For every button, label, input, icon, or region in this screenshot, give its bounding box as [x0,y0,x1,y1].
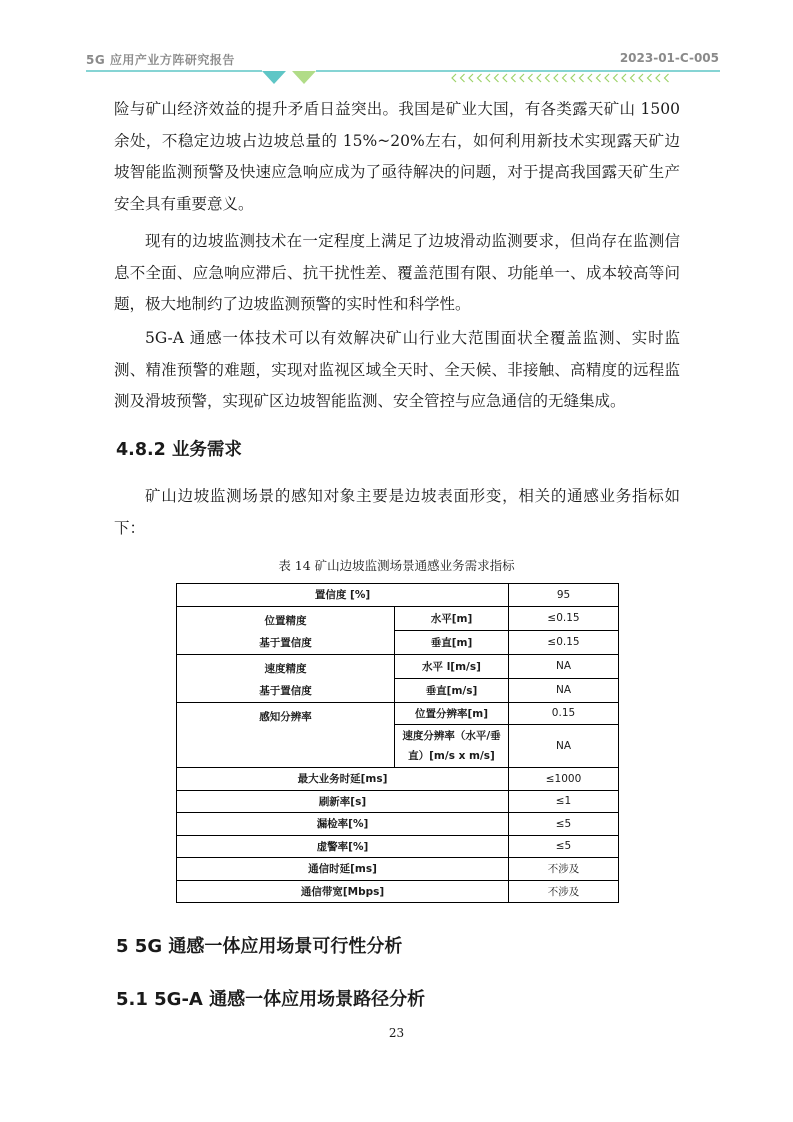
cell-label: 通信时延[ms] [177,858,509,881]
chevron-icon [512,74,516,82]
chevron-icon [656,74,660,82]
paragraph-2 [114,226,680,321]
chevron-icon [554,74,558,82]
chevron-icon [648,74,652,82]
paragraph-3 [114,323,680,418]
paragraph-1 [114,94,680,220]
cell-sub-label: 垂直[m/s] [395,678,509,702]
header-triangle-right [292,71,316,84]
paragraph-3-text: 5G-A 通感一体技术可以有效解决矿山行业大范围面状全覆盖监测、实时监测、精准预警的难题，实现对监视区域全天时、全天候、非接触、高精度的远程监测及滑坡预警，实现矿区边坡智能监测、安全管控与应急通信的无缝集成。 [114,329,680,410]
speed-label-line2: 基于置信度 [259,684,312,697]
cell-label: 虚警率[%] [177,835,509,858]
cell-value: NA [509,654,619,678]
chevron-icon [529,74,533,82]
cell-sub-label: 水平[m] [395,606,509,630]
paragraph-1-text: 险与矿山经济效益的提升矛盾日益突出。我国是矿业大国，有各类露天矿山 1500 余处，不稳定边坡占边坡总量的 15%~20%左右，如何利用新技术实现露天矿边坡智能监测预警及快速应急响应成为了亟待解决的问题，对于提高我国露天矿生产安全具有重要意义。 [114,100,680,213]
chevron-icon [469,74,473,82]
chevron-icon [486,74,490,82]
page-number: 23 [388,1026,405,1040]
chevron-icon [461,74,465,82]
cell-label: 漏检率[%] [177,813,509,836]
cell-value: 0.15 [509,702,619,725]
document-code: 2023-01-C-005 [619,51,719,65]
cell-value: ≤1000 [509,768,619,791]
table-row-confidence [177,584,619,607]
chevron-icon [605,74,609,82]
chevron-icon [588,74,592,82]
table-row [177,813,619,836]
requirements-table [176,583,619,903]
position-label-line2: 基于置信度 [259,636,312,649]
cell-sub-label [395,725,509,768]
chevron-icon [580,74,584,82]
cell-value: NA [509,725,619,768]
cell-value: 不涉及 [509,880,619,903]
chevron-icon [622,74,626,82]
speed-label-line1: 速度精度 [264,662,307,675]
table-row-speed-horizontal [177,654,619,678]
cell-value: 95 [509,584,619,607]
table-row [177,768,619,791]
cell-value: ≤5 [509,835,619,858]
chevron-icon [665,74,669,82]
header-triangle-left [262,71,286,84]
report-title: 5G 应用产业方阵研究报告 [86,53,235,67]
table-row [177,835,619,858]
header-chevrons [452,74,669,82]
speed-resolution-line1: 速度分辨率（水平/垂 [402,730,501,742]
chevron-icon [478,74,482,82]
cell-label: 刷新率[s] [177,790,509,813]
cell-value: NA [509,678,619,702]
chevron-icon [546,74,550,82]
chevron-icon [563,74,567,82]
chevron-icon [571,74,575,82]
section-heading-5: 5 5G 通感一体应用场景可行性分析 [116,936,403,957]
paragraph-2-text: 现有的边坡监测技术在一定程度上满足了边坡滑动监测要求，但尚存在监测信息不全面、应急响应滞后、抗干扰性差、覆盖范围有限、功能单一、成本较高等问题，极大地制约了边坡监测预警的实时性和科学性。 [114,232,680,313]
chevron-icon [614,74,618,82]
chevron-icon [631,74,635,82]
position-label-line1: 位置精度 [264,614,307,627]
cell-value: 不涉及 [509,858,619,881]
chevron-icon [520,74,524,82]
intro-text: 矿山边坡监测场景的感知对象主要是边坡表面形变，相关的通感业务指标如下： [114,487,680,537]
intro-paragraph [114,481,680,544]
cell-label: 最大业务时延[ms] [177,768,509,791]
chevron-icon [503,74,507,82]
table-row-position-horizontal [177,606,619,630]
cell-sub-label: 位置分辨率[m] [395,702,509,725]
cell-sub-label: 水平 l[m/s] [395,654,509,678]
cell-resolution-label [177,702,395,768]
header-decoration [0,60,793,90]
chevron-icon [452,74,456,82]
resolution-label: 感知分辨率 [259,710,312,723]
section-heading-4-8-2: 4.8.2 业务需求 [116,440,242,460]
chevron-icon [639,74,643,82]
chevron-icon [495,74,499,82]
cell-value: ≤0.15 [509,606,619,630]
table-caption: 表 14 矿山边坡监测场景通感业务需求指标 [278,558,515,573]
cell-sub-label: 垂直[m] [395,630,509,654]
chevron-icon [537,74,541,82]
cell-label: 通信带宽[Mbps] [177,880,509,903]
cell-label: 置信度 [%] [177,584,509,607]
table-row [177,790,619,813]
cell-value: ≤0.15 [509,630,619,654]
table-row-resolution-position [177,702,619,725]
section-heading-5-1: 5.1 5G-A 通感一体应用场景路径分析 [116,989,426,1010]
cell-speed-label [177,654,395,702]
speed-resolution-line2: 直）[m/s x m/s] [408,750,495,762]
chevron-icon [597,74,601,82]
cell-position-label [177,606,395,654]
table-row [177,858,619,881]
table-row [177,880,619,903]
cell-value: ≤5 [509,813,619,836]
cell-value: ≤1 [509,790,619,813]
